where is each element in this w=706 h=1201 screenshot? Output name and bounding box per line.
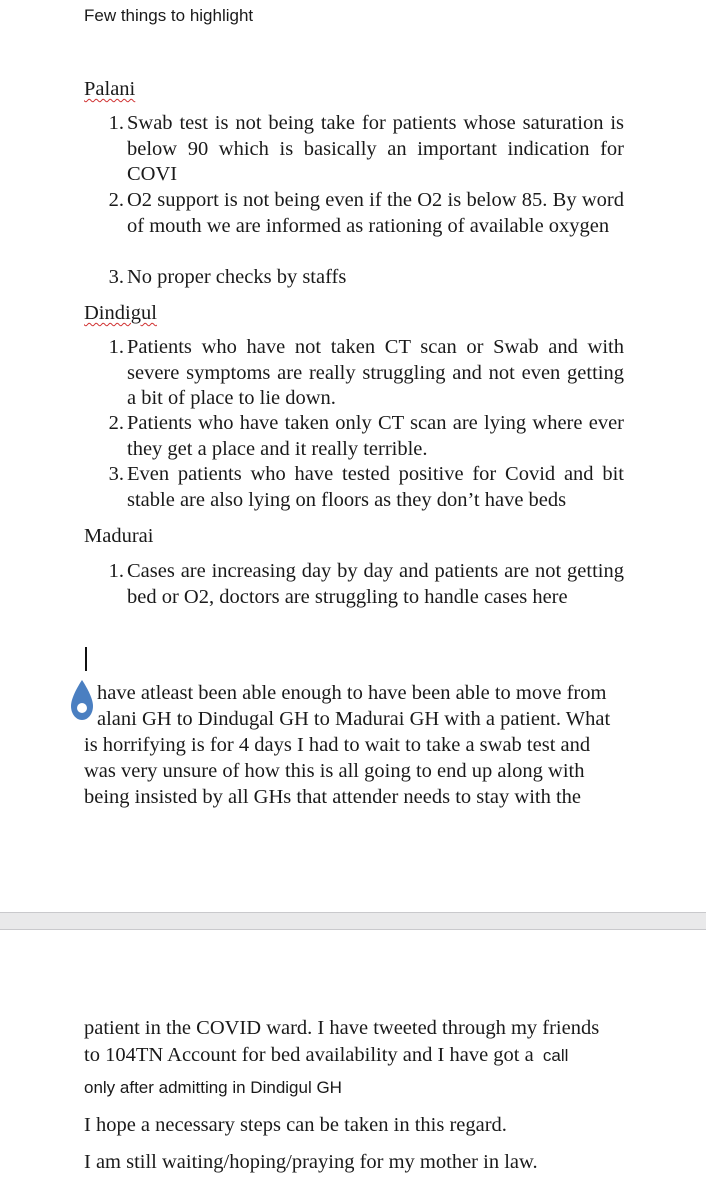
selection-handle-icon[interactable] bbox=[67, 678, 97, 722]
paragraph-line: was very unsure of how this is all going to end up along with bbox=[84, 760, 585, 782]
paragraph-line: alani GH to Dindugal GH to Madurai GH with a patient. What bbox=[97, 708, 611, 730]
paragraph-line: being insisted by all GHs that attender needs to stay with the bbox=[84, 786, 582, 808]
section-heading-palani: Palani bbox=[84, 78, 136, 100]
paragraph-line: to 104TN Account for bed availability and I have got a call bbox=[84, 1044, 569, 1066]
list-item: 1. Patients who have not taken CT scan or Swab and with severe symptoms are really struggling and not even getting a bit of place to lie down. bbox=[108, 336, 624, 409]
section-heading-madurai: Madurai bbox=[84, 525, 154, 547]
list-item: 1. Swab test is not being take for patients whose saturation is below 90 which is basically an important indication for COVI bbox=[108, 112, 624, 185]
section-heading-dindigul: Dindigul bbox=[84, 302, 157, 324]
paragraph-line: is horrifying is for 4 days I had to wait to take a swab test and bbox=[84, 734, 591, 756]
list-item: 1. Cases are increasing day by day and patients are not getting bed or O2, doctors are struggling to handle cases here bbox=[108, 560, 624, 608]
paragraph-line: have atleast been able enough to have been able to move from bbox=[97, 682, 607, 704]
document-page-2[interactable] bbox=[0, 929, 706, 1201]
list-item: 2. Patients who have taken only CT scan are lying where ever they get a place and it really terrible. bbox=[108, 412, 624, 460]
closing-line: I hope a necessary steps can be taken in this regard. bbox=[84, 1114, 507, 1136]
list-item: 2. O2 support is not being even if the O2 is below 85. By word of mouth we are informed as rationing of available oxygen bbox=[108, 189, 624, 237]
closing-line: I am still waiting/hoping/praying for my mother in law. bbox=[84, 1151, 538, 1173]
list-item: 3. No proper checks by staffs bbox=[108, 266, 347, 288]
list-item: 3. Even patients who have tested positive for Covid and bit stable are also lying on floors as they don’t have beds bbox=[108, 463, 624, 511]
intro-text: Few things to highlight bbox=[84, 6, 254, 25]
text-cursor bbox=[85, 647, 87, 671]
paragraph-line: patient in the COVID ward. I have tweeted through my friends bbox=[84, 1017, 600, 1039]
paragraph-line: only after admitting in Dindigul GH bbox=[84, 1078, 342, 1097]
